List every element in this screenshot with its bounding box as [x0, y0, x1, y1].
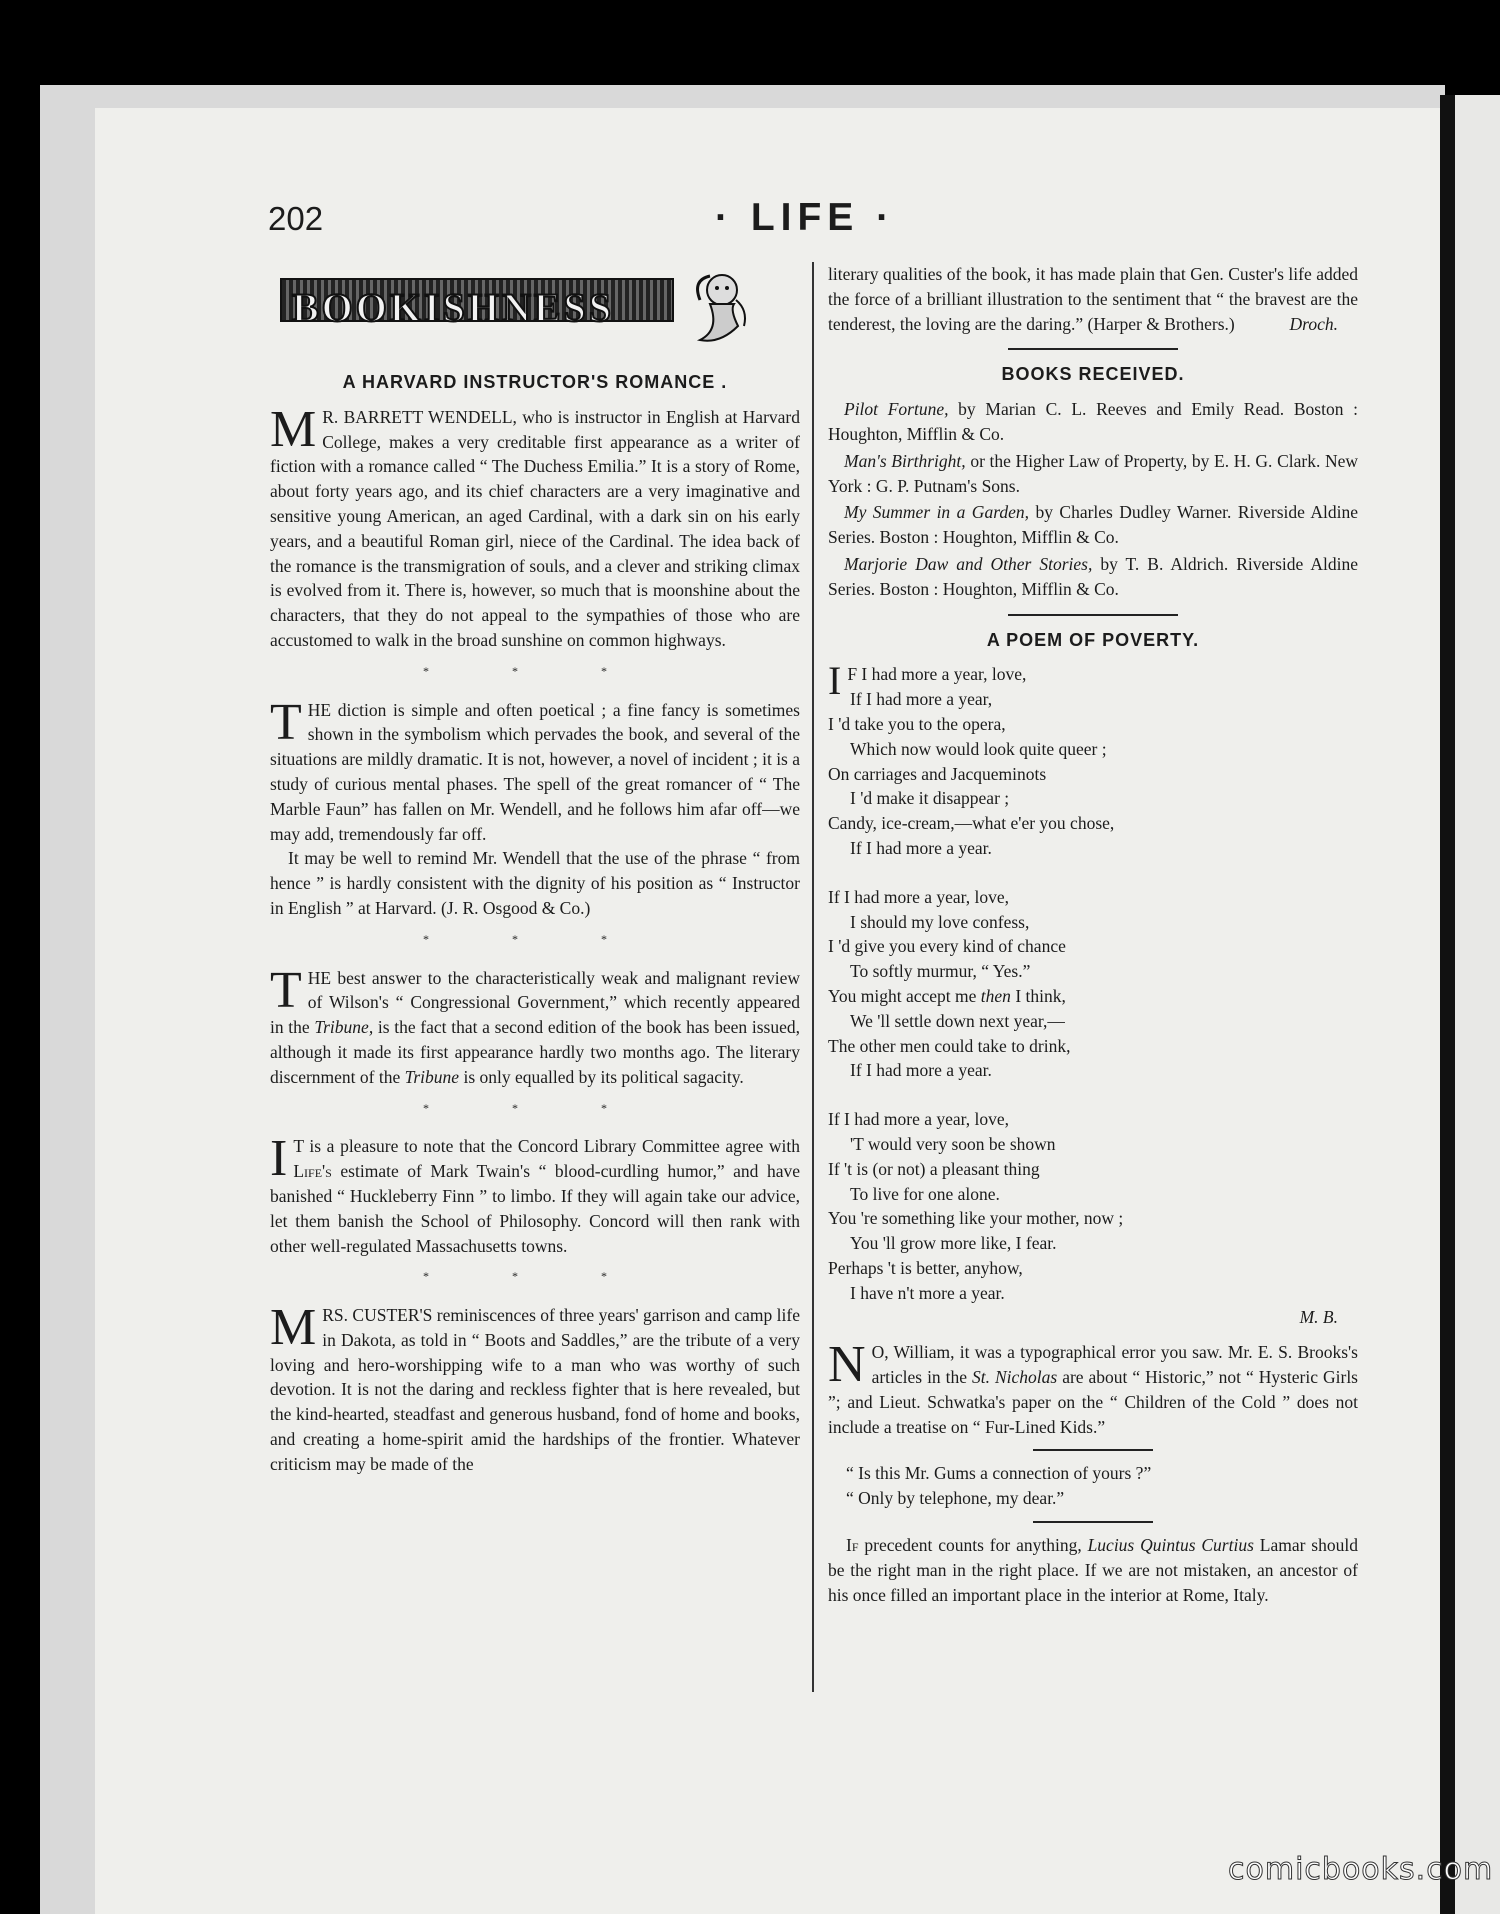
section-stars: * * *	[423, 663, 647, 678]
poem-line: Perhaps 't is better, anyhow,	[828, 1257, 1023, 1278]
poem-line	[828, 658, 1358, 704]
book-title: Marjorie Daw and Other Stories,	[844, 553, 1093, 574]
poem-line: The other men could take to drink,	[828, 1035, 1071, 1056]
book-title: My Summer in a Garden,	[844, 502, 1030, 523]
italic-st-nicholas: St. Nicholas	[972, 1367, 1058, 1388]
drop-cap: T	[270, 693, 302, 751]
poem-line: I 'd give you every kind of chance	[828, 936, 1066, 957]
poem	[828, 658, 1358, 1330]
poem-line	[828, 984, 1358, 1009]
poem-line: On carriages and Jacqueminots	[828, 763, 1047, 784]
paragraph-concord	[270, 1130, 800, 1258]
rule	[1008, 614, 1178, 616]
paragraph-text: estimate of Mark Twain's “ blood-curdling humor,” and have banished “ Huckleberry Finn ” to limbo. If they will again take our advice, let them banish the School of Philosophy. Concord will then rank with other well-regulated Massachusetts towns.	[270, 1161, 800, 1256]
paragraph-wilson	[270, 961, 800, 1090]
paragraph-text: literary qualities of the book, it has made plain that Gen. Custer's life added the force of a brilliant illustration to the sentiment that “ the bravest are the tenderest, the loving are the daring.” (Harper & Brothers.)	[828, 264, 1358, 334]
stanza-3	[828, 1107, 1358, 1305]
section-stars: * * *	[423, 931, 647, 946]
drop-cap: M	[270, 400, 317, 458]
paragraph-text: is the fact that a second edition of the book has been issued, although it made its first appearance hardly two months ago. The literary discernment of the	[270, 1017, 800, 1087]
poem-line: To softly murmur, “ Yes.”	[850, 961, 1031, 982]
paragraph-text: are about “ Historic,” not “ Hysteric Girls ”; and Lieut. Schwatka's paper on the “ Children of the Cold ” does not include a treatise on “ Fur-Lined Kids.”	[828, 1367, 1358, 1437]
poem-line: Which now would look quite queer ;	[850, 738, 1107, 759]
poem-line: I should my love confess,	[850, 911, 1030, 932]
drop-cap: I	[270, 1130, 288, 1188]
stanza-1	[828, 658, 1358, 860]
books-received-heading: BOOKS RECEIVED.	[1001, 364, 1185, 385]
paragraph-text: T is a pleasure to note that the Concord Library Committee agree with	[293, 1136, 800, 1157]
rule	[1008, 348, 1178, 350]
poem-line: I have n't more a year.	[850, 1282, 1005, 1303]
paragraph-remind: It may be well to remind Mr. Wendell that the use of the phrase “ from hence ” is hardly consistent with the dignity of his position as “ Instructor in English ” at Harvard. (J. R. Osgood & Co.)	[270, 848, 800, 918]
small-caps-life: Life's	[293, 1161, 332, 1182]
paragraph-text: precedent counts for anything,	[858, 1535, 1088, 1556]
italic-tribune: Tribune,	[314, 1017, 374, 1038]
book-title: Man's Birthright,	[844, 450, 966, 471]
signature-droch: Droch.	[1289, 313, 1338, 334]
book-entry	[828, 500, 1358, 550]
poem-line: If I had more a year,	[850, 689, 993, 710]
stanza-2	[828, 885, 1358, 1083]
paragraph-text: is only equalled by its political sagacity.	[459, 1066, 744, 1087]
drop-cap: N	[828, 1336, 866, 1394]
poem-line: You 're something like your mother, now ;	[828, 1208, 1124, 1229]
cherub-icon	[690, 270, 750, 346]
poem-line: If I had more a year.	[850, 837, 992, 858]
section-stars: * * *	[423, 1269, 647, 1284]
watermark: comicbooks.com	[1228, 1852, 1494, 1887]
italic-name: Lucius Quintus Curtius	[1087, 1535, 1254, 1556]
poem-line: If I had more a year, love,	[828, 886, 1010, 907]
poem-line-text: I think,	[1010, 985, 1066, 1006]
paragraph-lamar	[828, 1533, 1358, 1607]
italic-then: then	[980, 985, 1011, 1006]
book-details: by T. B. Aldrich. Riverside Aldine Series. Boston : Houghton, Mifflin & Co.	[828, 553, 1358, 599]
harvard-heading: A HARVARD INSTRUCTOR'S ROMANCE .	[342, 372, 728, 392]
book-entry	[828, 552, 1358, 602]
drop-cap: I	[828, 658, 842, 704]
paragraph-text: HE diction is simple and often poetical ; a fine fancy is sometimes shown in the symbolism which pervades the book, and several of the situations are mildly dramatic. It is not, however, a novel of incident ; it is a study of curious mental phases. The spell of the great romancer of “ The Marble Faun” has fallen on Mr. Wendell, and he follows him afar off—we may add, tremendously far off.	[270, 699, 801, 844]
column-divider	[812, 262, 814, 1692]
poem-signature: M. B.	[1299, 1307, 1338, 1328]
rule	[1033, 1521, 1153, 1523]
bookishness-banner	[270, 270, 740, 360]
poem-line: If 't is (or not) a pleasant thing	[828, 1158, 1040, 1179]
poem-line: If I had more a year.	[850, 1060, 992, 1081]
section-stars: * * *	[423, 1100, 647, 1115]
poem-line-text: F I had more a year, love,	[847, 664, 1027, 685]
paragraph-wendell	[270, 400, 800, 653]
poem-line: I 'd make it disappear ;	[850, 788, 1010, 809]
rule	[1033, 1449, 1153, 1451]
poem-line: 'T would very soon be shown	[850, 1133, 1056, 1154]
poem-line: We 'll settle down next year,—	[850, 1010, 1065, 1031]
adjacent-page	[1455, 95, 1500, 1914]
paragraph-text: R. BARRETT WENDELL, who is instructor in English at Harvard College, makes a very creditable first appearance as a writer of fiction with a romance called “ The Duchess Emilia.” It is a story of Rome, about forty years ago, and its chief characters are a very imaginative and sensitive young American, an aged Cardinal, with a dark sin on his early years, and a beautiful Roman girl, niece of the Cardinal. The idea back of the romance is the transmigration of souls, and a clever and striking climax is evolved from it. There is, however, so much that is moonshine about the characters, that they do not appeal to the sympathies of those who are accustomed to walk in the broad sunshine on common highways.	[270, 406, 800, 650]
book-details: by Marian C. L. Reeves and Emily Read. Boston : Houghton, Mifflin & Co.	[828, 399, 1359, 444]
paragraph-custer-continued	[828, 262, 1358, 336]
paragraph-text: RS. CUSTER'S reminiscences of three years' garrison and camp life in Dakota, as told in “ Boots and Saddles,” are the tribute of a very loving and hero-worshipping wife to a man who was worthy of such devotion. It is not the daring and reckless fighter that is here revealed, but the kind-hearted, steadfast and generous husband, fond of home and books, and creating a home-spirit amid the hardships of the frontier. Whatever criticism may be made of the	[270, 1305, 800, 1474]
book-title: Pilot Fortune,	[844, 399, 949, 420]
drop-cap: M	[270, 1299, 317, 1357]
book-entry	[828, 449, 1358, 499]
poem-heading: A POEM OF POVERTY.	[986, 629, 1200, 650]
right-column	[828, 262, 1358, 1607]
paragraph-custer	[270, 1299, 800, 1477]
paragraph-text: O, William, it was a typographical error you saw. Mr. E. S. Brooks's articles in the	[871, 1342, 1358, 1388]
banner-title: BOOKISHNESS	[292, 285, 615, 330]
dialogue-line: “ Is this Mr. Gums a connection of yours ?”	[846, 1463, 1152, 1484]
left-column	[270, 270, 800, 1477]
drop-cap: T	[270, 961, 302, 1019]
poem-line: Candy, ice-cream,—what e'er you chose,	[828, 813, 1115, 834]
poem-line: To live for one alone.	[850, 1183, 1000, 1204]
poem-line: If I had more a year, love,	[828, 1109, 1010, 1130]
paragraph-text: Lamar should be the right man in the right place. If we are not mistaken, an ancestor of his once filled an important place in the interior at Rome, Italy.	[828, 1535, 1358, 1605]
book-entry	[828, 397, 1358, 447]
small-caps-if: If	[846, 1535, 859, 1556]
paragraph-text: HE best answer to the characteristically weak and malignant review of Wilson's “ Congressional Government,” which recently appeared in the	[270, 967, 800, 1038]
italic-tribune: Tribune	[404, 1066, 460, 1087]
poem-line: You 'll grow more like, I fear.	[850, 1233, 1057, 1254]
page-number: 202	[268, 200, 324, 237]
poem-line: I 'd take you to the opera,	[828, 713, 1006, 734]
dialogue-line: “ Only by telephone, my dear.”	[846, 1488, 1065, 1509]
masthead: · LIFE ·	[715, 196, 896, 239]
book-details: by Charles Dudley Warner. Riverside Aldine Series. Boston : Houghton, Mifflin & Co.	[828, 502, 1358, 548]
paragraph-diction	[270, 693, 801, 847]
paragraph-william	[828, 1336, 1358, 1439]
book-details: or the Higher Law of Property, by E. H. G. Clark. New York : G. P. Putnam's Sons.	[828, 450, 1359, 496]
poem-line-text: You might accept me	[828, 985, 981, 1006]
